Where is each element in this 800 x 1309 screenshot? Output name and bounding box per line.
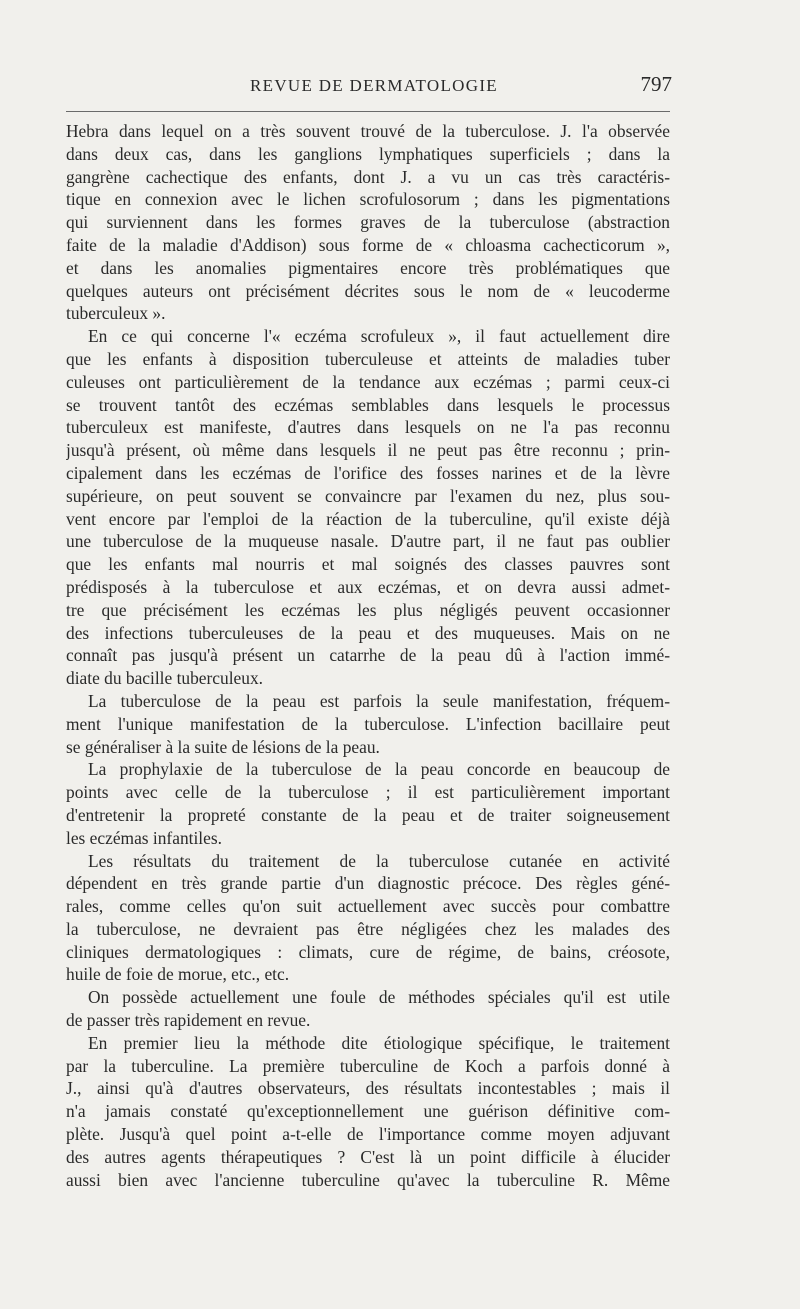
text-line: prédisposés à la tuberculose et aux eczémas, et on devra aussi admet-: [66, 576, 670, 597]
text-line: d'entretenir la propreté constante de la peau et de traiter soigneusement: [66, 804, 670, 825]
text-line: En premier lieu la méthode dite étiologique spécifique, le traitement: [88, 1032, 670, 1053]
text-line: culeuses ont particulièrement de la tendance aux eczémas ; parmi ceux-ci: [66, 371, 670, 392]
text-line: jusqu'à présent, où même dans lesquels il ne peut pas être reconnu ; prin-: [66, 440, 670, 461]
text-line: Les résultats du traitement de la tuberculose cutanée en activité: [88, 850, 670, 871]
text-line: se généraliser à la suite de lésions de la peau.: [66, 736, 380, 757]
text-line: des infections tuberculeuses de la peau et des muqueuses. Mais on ne: [66, 622, 670, 643]
text-line: que les enfants mal nourris et mal soignés des classes pauvres sont: [66, 554, 670, 575]
body-text: [66, 120, 670, 1191]
text-line: tuberculeux ».: [66, 303, 166, 324]
text-line: cliniques dermatologiques : climats, cure de régime, de bains, créosote,: [66, 941, 670, 962]
text-line: En ce qui concerne l'« eczéma scrofuleux », il faut actuellement dire: [88, 326, 670, 347]
text-line: dépendent en très grande partie d'un diagnostic précoce. Des règles géné-: [66, 873, 670, 894]
running-title: REVUE DE DERMATOLOGIE: [250, 76, 498, 95]
text-line: J., ainsi qu'à d'autres observateurs, des résultats incontestables ; mais il: [66, 1078, 670, 1099]
header-rule: [66, 111, 670, 112]
page-number: 797: [640, 72, 672, 96]
text-line: ment l'unique manifestation de la tuberculose. L'infection bacillaire peut: [66, 713, 670, 734]
text-line: faite de la maladie d'Addison) sous forme de « chloasma cachecticorum »,: [66, 234, 670, 255]
text-line: une tuberculose de la muqueuse nasale. D'autre part, il ne faut pas oublier: [66, 531, 670, 552]
text-line: les eczémas infantiles.: [66, 827, 222, 848]
text-line: dans deux cas, dans les ganglions lymphatiques superficiels ; dans la: [66, 143, 670, 164]
text-line: On possède actuellement une foule de méthodes spéciales qu'il est utile: [88, 987, 670, 1008]
text-line: points avec celle de la tuberculose ; il est particulièrement important: [66, 782, 670, 803]
text-line: cipalement dans les eczémas de l'orifice des fosses narines et de la lèvre: [66, 462, 670, 483]
text-line: tuberculeux est manifeste, d'autres dans lesquels on ne l'a pas reconnu: [66, 417, 670, 438]
text-line: connaît pas jusqu'à présent un catarrhe de la peau dû à l'action immé-: [66, 645, 670, 666]
text-line: supérieure, on peut souvent se convaincre par l'examen du nez, plus sou-: [66, 485, 670, 506]
text-line: Hebra dans lequel on a très souvent trouvé de la tuberculose. J. l'a observée: [66, 121, 670, 141]
text-line: se trouvent tantôt des eczémas semblables dans lesquels le processus: [66, 394, 670, 415]
text-line: tre que précisément les eczémas les plus négligés peuvent occasionner: [66, 599, 670, 620]
text-line: rales, comme celles qu'on suit actuellement avec succès pour combattre: [66, 896, 670, 917]
text-line: tique en connexion avec le lichen scrofulosorum ; dans les pigmentations: [66, 189, 670, 210]
text-line: huile de foie de morue, etc., etc.: [66, 964, 290, 985]
text-line: que les enfants à disposition tuberculeuse et atteints de maladies tuber: [66, 348, 670, 369]
text-line: n'a jamais constaté qu'exceptionnellement une guérison définitive com-: [66, 1101, 670, 1122]
text-line: aussi bien avec l'ancienne tuberculine qu'avec la tuberculine R. Même: [66, 1169, 670, 1190]
text-line: diate du bacille tuberculeux.: [66, 668, 264, 689]
text-line: des autres agents thérapeutiques ? C'est là un point difficile à élucider: [66, 1146, 670, 1167]
page-header: [66, 72, 672, 104]
text-line: par la tuberculine. La première tuberculine de Koch a parfois donné à: [66, 1055, 670, 1076]
text-line: gangrène cachectique des enfants, dont J. a vu un cas très caractéris-: [66, 166, 670, 187]
text-line: La tuberculose de la peau est parfois la seule manifestation, fréquem-: [88, 690, 670, 711]
text-line: de passer très rapidement en revue.: [66, 1010, 311, 1031]
text-line: vent encore par l'emploi de la réaction de la tuberculine, qu'il existe déjà: [66, 508, 670, 529]
text-line: la tuberculose, ne devraient pas être négligées chez les malades des: [66, 918, 670, 939]
text-line: La prophylaxie de la tuberculose de la peau concorde en beaucoup de: [88, 759, 670, 780]
text-line: qui surviennent dans les formes graves de la tuberculose (abstraction: [66, 212, 670, 233]
text-line: quelques auteurs ont précisément décrites sous le nom de « leucoderme: [66, 280, 670, 301]
text-line: et dans les anomalies pigmentaires encore très problématiques que: [66, 257, 670, 278]
text-line: plète. Jusqu'à quel point a-t-elle de l'importance comme moyen adjuvant: [66, 1124, 670, 1145]
